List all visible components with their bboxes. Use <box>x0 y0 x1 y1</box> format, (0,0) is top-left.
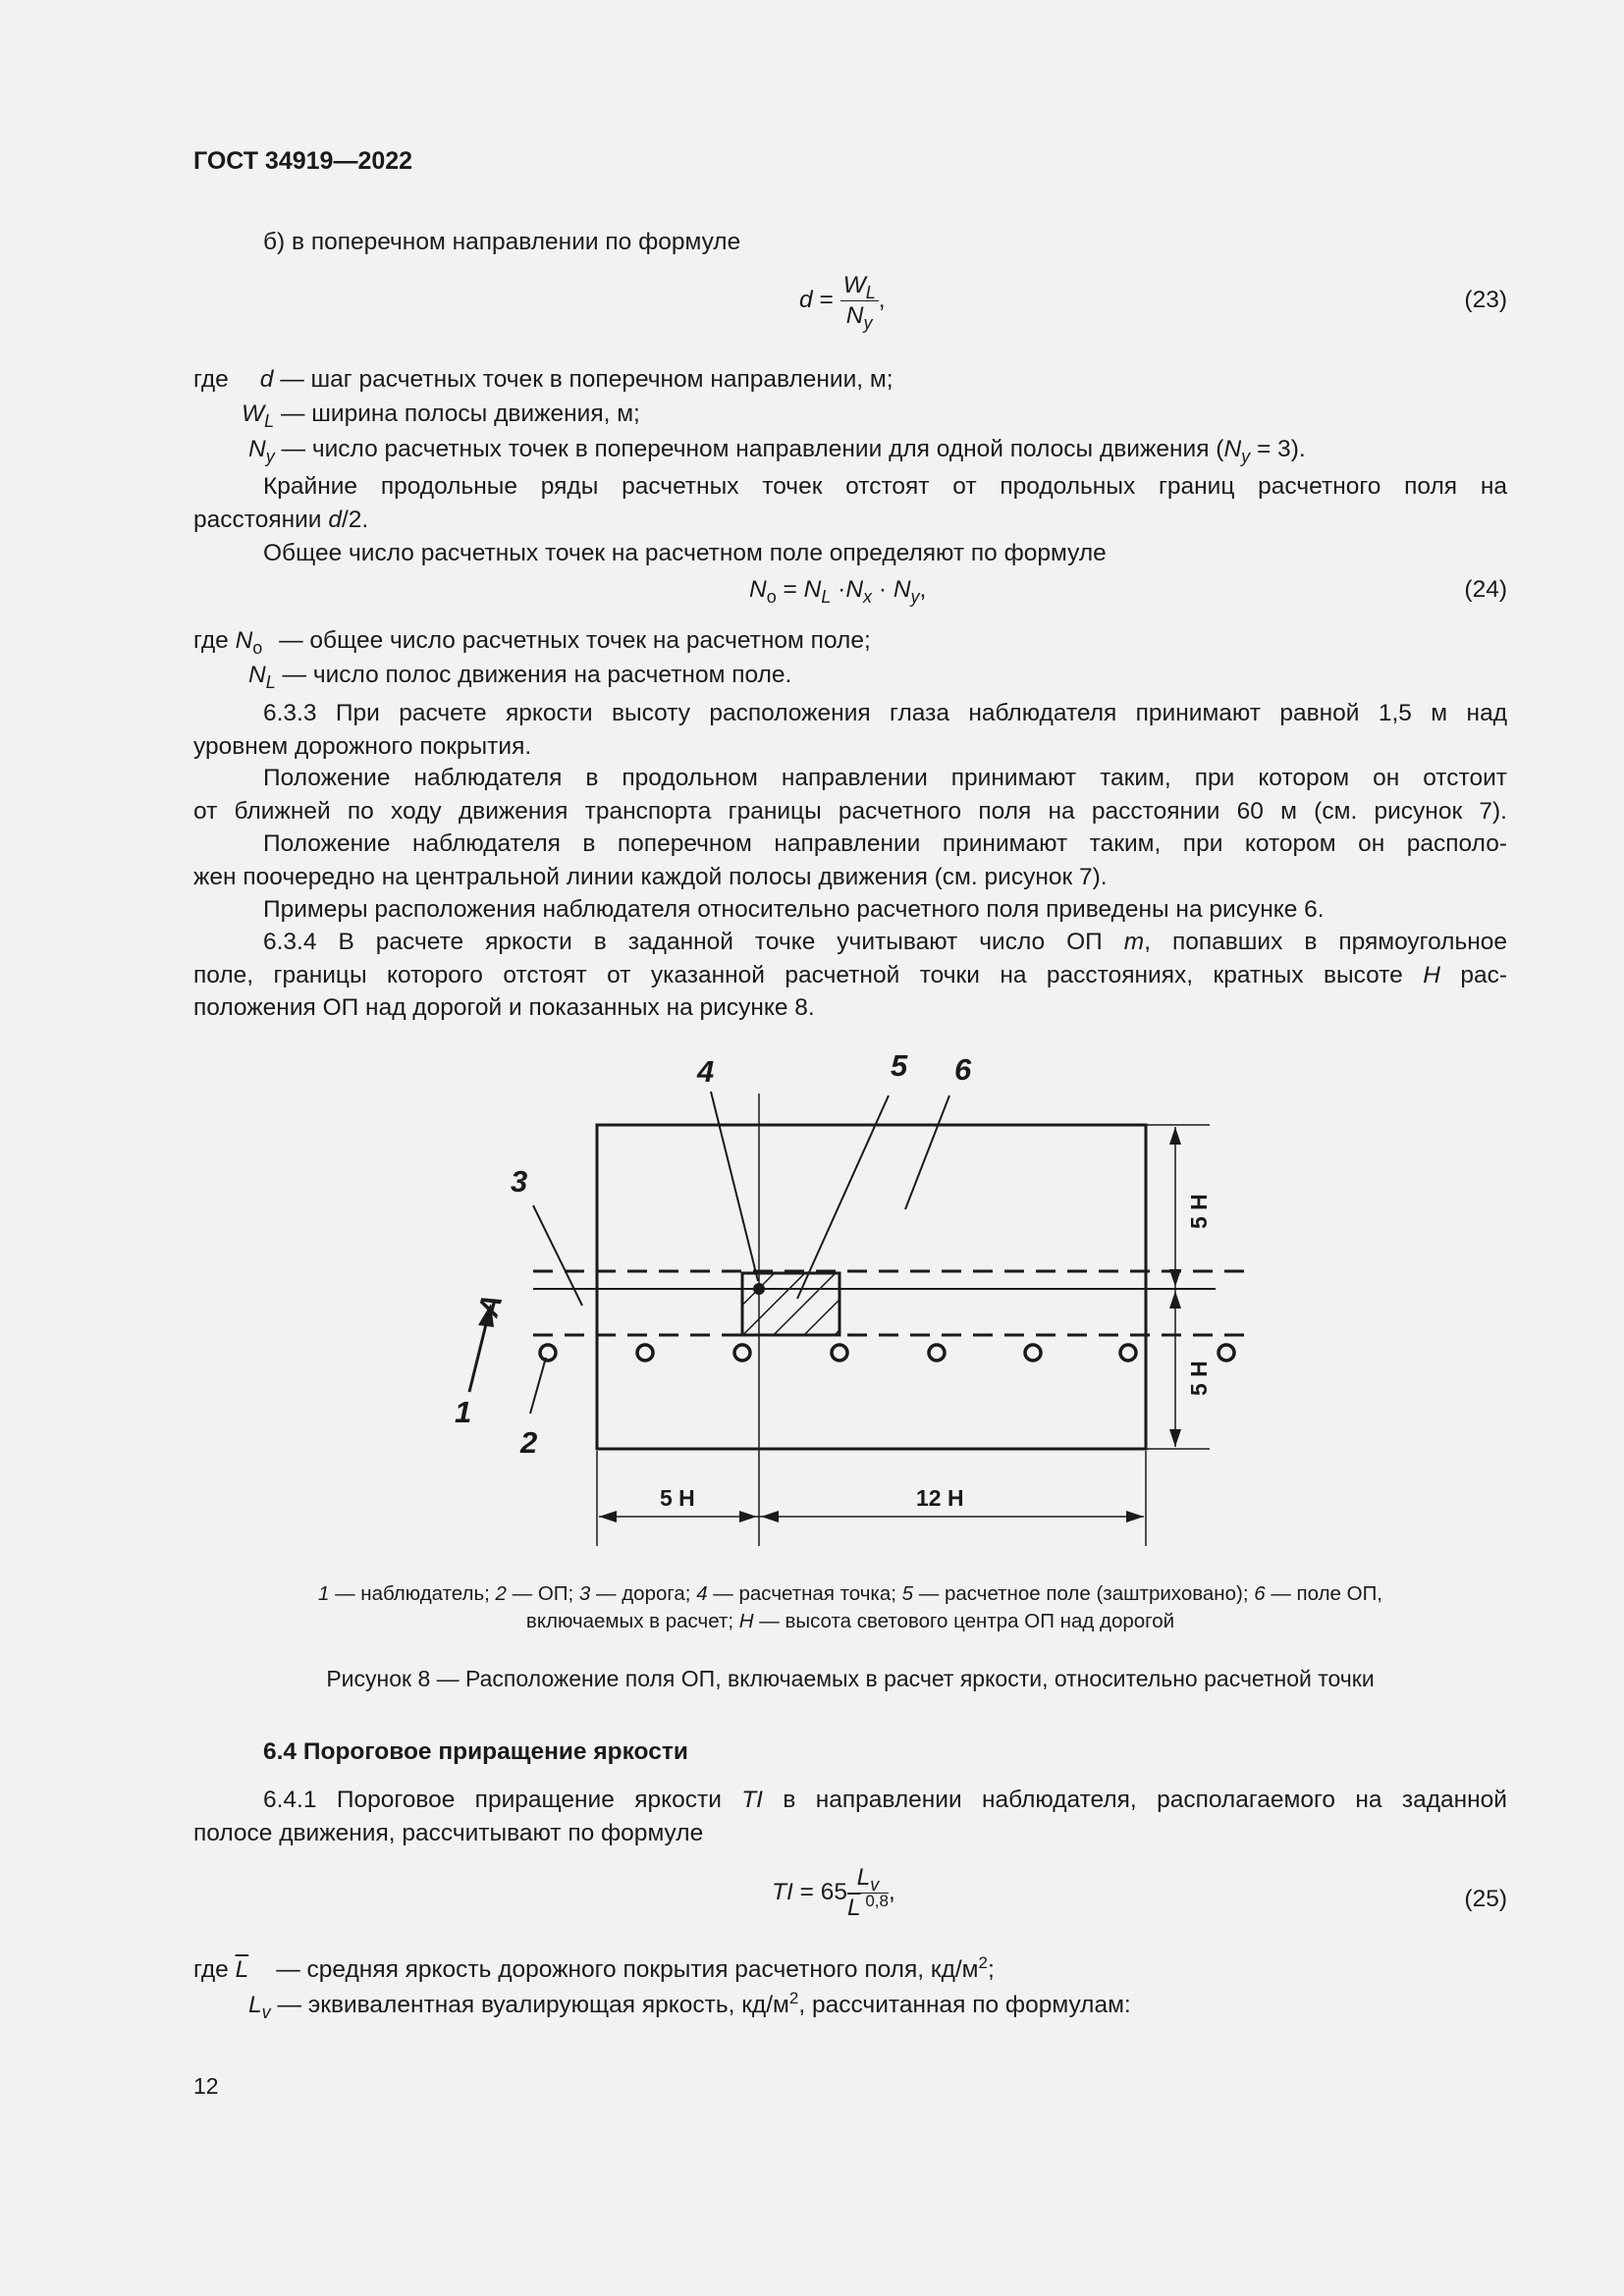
standard-header: ГОСТ 34919—2022 <box>193 147 413 175</box>
label-6: 6 <box>954 1052 972 1087</box>
paragraph-extreme-l2: расстоянии d/2. <box>193 507 369 533</box>
luminaire-icon <box>832 1345 847 1361</box>
where-lv: $L_v$ — эквивалентная вуалирующая яркость, $кд/м^2$, рассчитанная по формулам: <box>248 1989 1131 2022</box>
where-wl: $W_L$ — ширина полосы движения, м; <box>242 400 640 431</box>
label-3: 3 <box>511 1164 528 1199</box>
label-1: 1 <box>455 1395 472 1429</box>
figure-title: Рисунок 8 — Расположение поля ОП, включаемых в расчет яркости, относительно расчетной точки <box>326 1666 1375 1691</box>
leader-6 <box>905 1095 949 1209</box>
dim-label-bottom-5h: 5 H <box>1186 1361 1212 1396</box>
section-heading-6-4: 6.4 Пороговое приращение яркости <box>263 1738 688 1765</box>
paragraph-b: б) в поперечном направлении по формуле <box>263 229 741 255</box>
paragraph-trans-l2: жен поочередно на центральной линии каждой полосы движения (см. рисунок 7). <box>193 864 1108 890</box>
paragraph-634-l1: 6.3.4 В расчете яркости в заданной точке учитывают число ОП m, попавших в прямоугольное <box>263 929 1507 955</box>
luminaire-icon <box>1120 1345 1136 1361</box>
luminaire-icon <box>1025 1345 1041 1361</box>
paragraph-633-l1: 6.3.3 При расчете яркости высоту расположения глаза наблюдателя принимают равной 1,5 м над <box>263 700 1507 726</box>
paragraph-641-l1: 6.4.1 Пороговое приращение яркости TI в направлении наблюдателя, располагаемого на заданной <box>263 1787 1507 1813</box>
paragraph-634-l2: поле, границы которого отстоят от указанной расчетной точки на расстояниях, кратных высоте H рас- <box>193 962 1507 988</box>
op-field-rect <box>597 1125 1146 1449</box>
where-no: где $N_o$ — общее число расчетных точек на расчетном поле; <box>193 627 871 658</box>
paragraph-long-l1: Положение наблюдателя в продольном направлении принимают таким, при котором он отстоит <box>263 765 1507 791</box>
paragraph-examples: Примеры расположения наблюдателя относительно расчетного поля приведены на рисунке 6. <box>263 896 1325 923</box>
label-arrow-a: A <box>471 1291 510 1320</box>
luminaire-icon <box>1218 1345 1234 1361</box>
where-ny: $N_y$ — число расчетных точек в поперечном направлении для одной полосы движения $(N_y = 3)$. <box>248 436 1306 466</box>
equation-number-23: (23) <box>1464 287 1507 313</box>
dim-label-left-5h: 5 H <box>660 1485 695 1511</box>
where-l-avg: где $\overline{L}$ — средняя яркость дорожного покрытия расчетного поля, $кд/м^2$; <box>193 1953 995 1983</box>
equation-number-25: (25) <box>1464 1886 1507 1912</box>
observer-arrow <box>469 1320 487 1392</box>
paragraph-633-l2: уровнем дорожного покрытия. <box>193 733 532 760</box>
leader-3 <box>533 1205 582 1306</box>
luminaire-icon <box>929 1345 945 1361</box>
label-2: 2 <box>520 1425 538 1460</box>
calc-field-hatched <box>742 1273 839 1335</box>
label-5: 5 <box>891 1048 908 1083</box>
page-number: 12 <box>193 2073 219 2099</box>
leader-2 <box>530 1358 546 1414</box>
fraction: $\frac{W_L}{N_y}$ <box>840 271 879 331</box>
luminaire-icon <box>734 1345 750 1361</box>
where-nl: $N_L$ — число полос движения на расчетном поле. <box>248 662 792 692</box>
calc-point-dot <box>753 1283 765 1295</box>
leader-4 <box>711 1092 758 1281</box>
label-4: 4 <box>697 1054 715 1089</box>
dim-label-top-5h: 5 H <box>1186 1194 1212 1229</box>
formula-25: TI = 65 $\frac{L_v}{\overline{L} ^{0,8}}$ , <box>772 1864 895 1921</box>
luminaire-icon <box>540 1345 556 1361</box>
dim-label-right-12h: 12 H <box>916 1485 964 1511</box>
paragraph-total: Общее число расчетных точек на расчетном поле определяют по формуле <box>263 540 1107 566</box>
paragraph-641-l2: полосе движения, рассчитывают по формуле <box>193 1820 704 1846</box>
where-d: где d — шаг расчетных точек в поперечном направлении, м; <box>193 366 893 393</box>
paragraph-extreme-l1: Крайние продольные ряды расчетных точек отстоят от продольных границ расчетного поля на <box>263 473 1507 500</box>
paragraph-long-l2: от ближней по ходу движения транспорта границы расчетного поля на расстоянии 60 м (см. рисунок 7). <box>193 798 1507 825</box>
paragraph-634-l3: положения ОП над дорогой и показанных на рисунке 8. <box>193 994 815 1021</box>
equation-number-24: (24) <box>1464 576 1507 603</box>
luminaire-icon <box>637 1345 653 1361</box>
formula-23: d = $\frac{W_L}{N_y}$ , <box>799 272 886 333</box>
formula-24: $N_o = N_L \cdot N_x \cdot N_y$, <box>749 576 927 607</box>
paragraph-trans-l1: Положение наблюдателя в поперечном направлении принимают таким, при котором он располо- <box>263 830 1507 857</box>
fraction: $\frac{L_v}{\overline{L} ^{0,8}}$ <box>846 1864 889 1921</box>
figure-legend-l1: 1 — наблюдатель; 2 — ОП; 3 — дорога; 4 — расчетная точка; 5 — расчетное поле (заштриховано); 6 — поле ОП, <box>317 1582 1383 1605</box>
figure-legend-l2: включаемых в расчет; H — высота светового центра ОП над дорогой <box>525 1610 1175 1632</box>
